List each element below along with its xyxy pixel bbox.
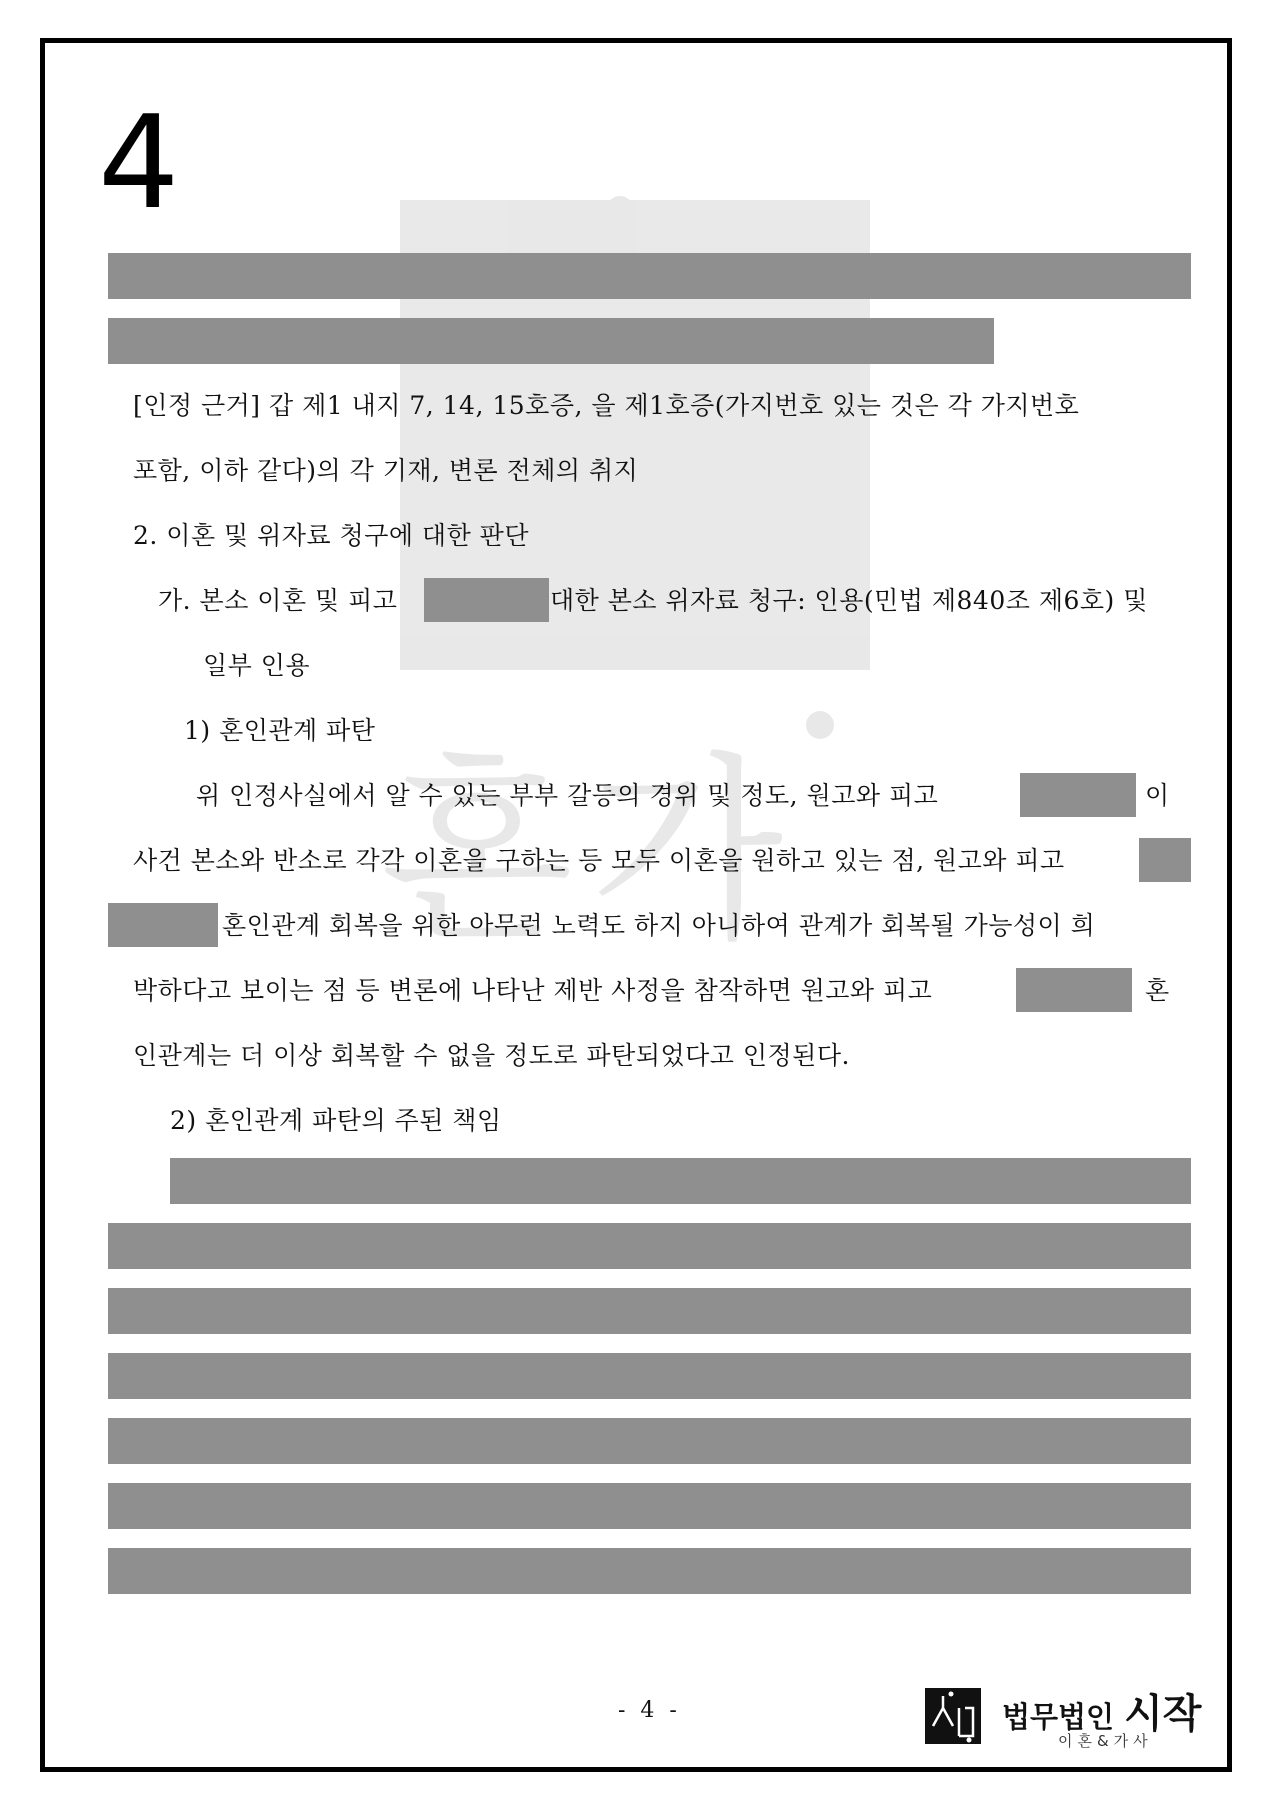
body-line: 일부 인용 xyxy=(203,651,311,680)
redacted-block xyxy=(108,1548,1191,1594)
body-line: 이 xyxy=(1145,781,1170,810)
redacted-inline xyxy=(424,578,549,622)
svg-text:가: 가 xyxy=(590,735,784,968)
redacted-block xyxy=(108,1353,1191,1399)
redacted-block xyxy=(108,253,1191,299)
body-line: 1) 혼인관계 파탄 xyxy=(184,716,376,745)
body-line: 가. 본소 이혼 및 피고 xyxy=(158,586,398,615)
body-line: [인정 근거] 갑 제1 내지 7, 14, 15호증, 을 제1호증(가지번호 있는 것은 각 가지번호 xyxy=(133,391,1080,420)
page-number-footer: - 4 - xyxy=(618,1698,681,1723)
firm-name-prefix: 법무법인 xyxy=(1002,1700,1115,1734)
firm-tagline: 이혼&가사 xyxy=(1058,1732,1153,1750)
firm-name-main: 시작 xyxy=(1124,1691,1202,1737)
redacted-inline xyxy=(1016,968,1132,1012)
body-line: 2. 이혼 및 위자료 청구에 대한 판단 xyxy=(133,521,529,550)
redacted-inline xyxy=(108,903,218,947)
body-line: 혼 xyxy=(1145,976,1170,1005)
body-line: 혼인관계 회복을 위한 아무런 노력도 하지 아니하여 관계가 회복될 가능성이 희 xyxy=(222,911,1096,940)
body-line: 위 인정사실에서 알 수 있는 부부 갈등의 경위 및 정도, 원고와 피고 xyxy=(196,781,939,810)
redacted-block xyxy=(108,1288,1191,1334)
redacted-block xyxy=(108,1223,1191,1269)
svg-text:혼: 혼 xyxy=(380,735,574,968)
body-line: 박하다고 보이는 점 등 변론에 나타난 제반 사정을 참작하면 원고와 피고 xyxy=(133,976,933,1005)
body-line: 인관계는 더 이상 회복할 수 없을 정도로 파탄되었다고 인정된다. xyxy=(133,1041,850,1070)
redacted-block xyxy=(108,1418,1191,1464)
body-line: 2) 혼인관계 파탄의 주된 책임 xyxy=(170,1106,502,1135)
redacted-block xyxy=(108,318,994,364)
redacted-block xyxy=(108,1483,1191,1529)
body-line: 대한 본소 위자료 청구: 인용(민법 제840조 제6호) 및 xyxy=(550,586,1148,615)
redacted-inline xyxy=(1020,773,1136,817)
body-line: 포함, 이하 같다)의 각 기재, 변론 전체의 취지 xyxy=(133,456,639,485)
redacted-block xyxy=(170,1158,1191,1204)
redacted-inline xyxy=(1139,838,1191,882)
section-number: 4 xyxy=(98,89,180,238)
firm-logo-icon xyxy=(925,1688,981,1744)
body-line: 사건 본소와 반소로 각각 이혼을 구하는 등 모두 이혼을 원하고 있는 점, 원고와 피고 xyxy=(133,846,1065,875)
